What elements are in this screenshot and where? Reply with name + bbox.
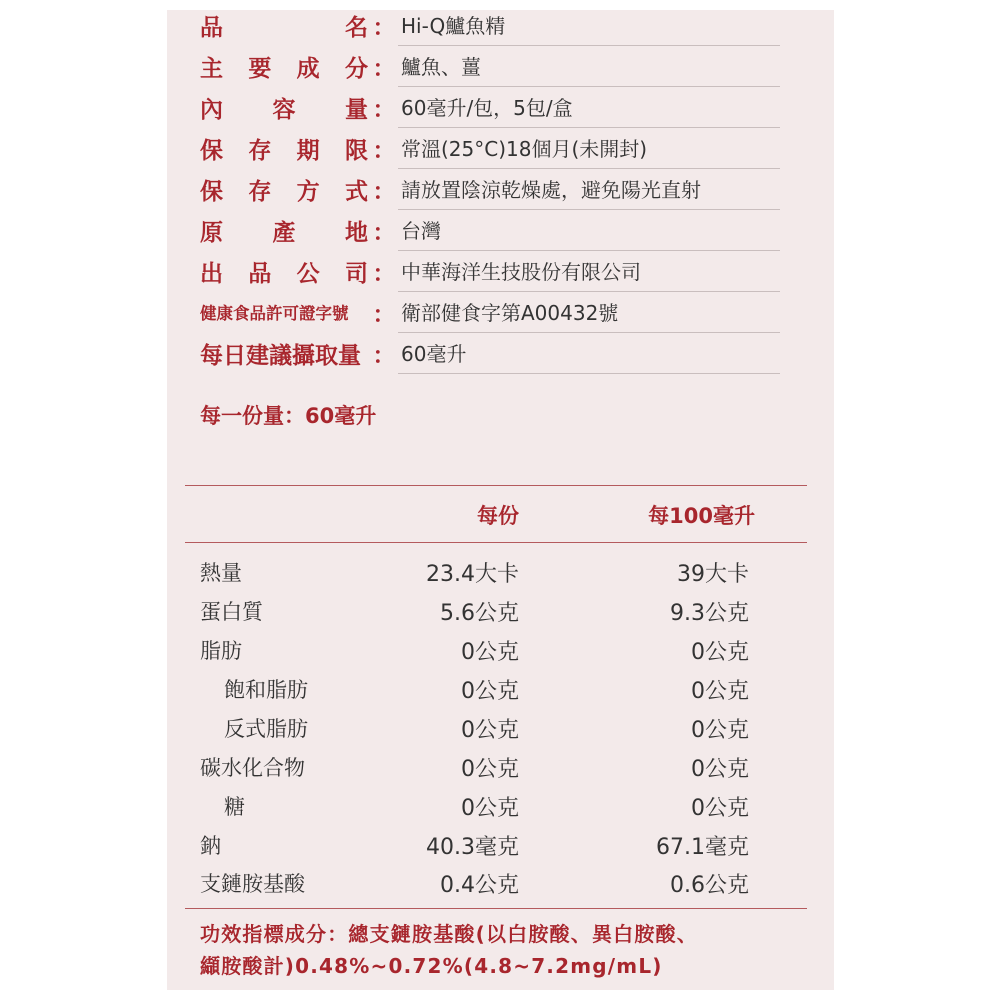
spec-colon: ： [372, 301, 396, 328]
table-row [0, 750, 1000, 784]
nutrient-name: 鈉 [200, 834, 221, 858]
spec-row-content [200, 92, 780, 133]
spec-label-char: 存 [248, 178, 272, 205]
spec-colon: ： [372, 14, 396, 41]
nutrient-per-100ml: 9.3公克 [670, 600, 749, 626]
spec-label [200, 256, 368, 286]
nutrient-name: 碳水化合物 [200, 756, 305, 780]
nutrient-per-serving: 0.4公克 [440, 872, 519, 898]
nutrient-per-100ml: 0公克 [691, 639, 749, 665]
nutrient-per-100ml: 0公克 [691, 678, 749, 704]
spec-label-char: 原 [200, 219, 223, 246]
nutrient-per-serving: 0公克 [461, 678, 519, 704]
spec-label-char: 主 [200, 55, 223, 82]
spec-row-product-name [200, 10, 780, 51]
table-row [0, 633, 1000, 667]
spec-label-char: 成 [296, 55, 320, 82]
spec-label-char: 保 [200, 137, 223, 164]
nutrient-name: 反式脂肪 [224, 717, 308, 741]
spec-label-char: 產 [272, 219, 296, 246]
nutrient-per-100ml: 0.6公克 [670, 872, 749, 898]
nutrient-per-serving: 0公克 [461, 717, 519, 743]
spec-label-char: 名 [345, 14, 368, 41]
efficacy-note-line: 功效指標成分：總支鏈胺基酸(以白胺酸、異白胺酸、 [200, 922, 698, 946]
spec-label-char: 容 [272, 96, 296, 123]
spec-colon: ： [372, 96, 396, 123]
spec-label-char: 內 [200, 96, 223, 123]
table-top-rule [185, 485, 807, 486]
spec-label [200, 10, 368, 40]
spec-label-char: 量 [345, 96, 368, 123]
spec-row-origin [200, 215, 780, 256]
spec-label-char: 出 [200, 260, 223, 287]
spec-label-char: 分 [344, 55, 368, 82]
nutrient-per-100ml: 67.1毫克 [656, 834, 749, 860]
nutrient-name: 支鏈胺基酸 [200, 872, 305, 896]
nutrient-name: 蛋白質 [200, 600, 263, 624]
spec-label-char: 式 [344, 178, 368, 205]
col-header-per-serving: 每份 [477, 504, 519, 528]
spec-label-char: 存 [248, 137, 272, 164]
spec-label-char: 方 [296, 178, 320, 205]
table-row [0, 711, 1000, 745]
spec-label-char: 司 [344, 260, 368, 287]
spec-label-char: 保 [200, 178, 223, 205]
spec-label [200, 92, 368, 122]
spec-row-storage [200, 174, 780, 215]
spec-label-char: 要 [248, 55, 272, 82]
spec-value: 60毫升 [398, 338, 780, 374]
spec-value: 常溫(25°C)18個月(未開封) [398, 133, 780, 169]
nutrient-per-100ml: 0公克 [691, 756, 749, 782]
spec-value: Hi-Q鱸魚精 [398, 10, 780, 46]
spec-label [200, 133, 368, 163]
spec-value: 60毫升/包，5包/盒 [398, 92, 780, 128]
table-bottom-rule [185, 908, 807, 909]
spec-label [200, 51, 368, 81]
table-header-rule [185, 542, 807, 543]
table-row [0, 672, 1000, 706]
spec-colon: ： [372, 260, 396, 287]
spec-value: 中華海洋生技股份有限公司 [398, 256, 780, 292]
table-row [0, 555, 1000, 589]
spec-row-shelf-life [200, 133, 780, 174]
spec-row-ingredients [200, 51, 780, 92]
spec-row-license [200, 297, 780, 338]
nutrient-per-serving: 23.4大卡 [426, 561, 519, 587]
nutrient-name: 脂肪 [200, 639, 242, 663]
nutrient-per-serving: 0公克 [461, 756, 519, 782]
spec-colon: ： [372, 342, 396, 369]
serving-size: 每一份量：60毫升 [200, 404, 377, 428]
spec-label-char: 期 [296, 137, 320, 164]
table-row [0, 866, 1000, 900]
nutrient-per-serving: 0公克 [461, 639, 519, 665]
spec-row-company [200, 256, 780, 297]
spec-value: 請放置陰涼乾燥處，避免陽光直射 [398, 174, 780, 210]
spec-label: 每日建議攝取量 [200, 342, 361, 369]
nutrient-per-serving: 5.6公克 [440, 600, 519, 626]
spec-value: 衛部健食字第A00432號 [398, 297, 780, 333]
nutrient-name: 熱量 [200, 561, 242, 585]
efficacy-note-line: 纈胺酸計)0.48%~0.72%(4.8~7.2mg/mL) [200, 954, 663, 978]
spec-label-char: 品 [248, 260, 272, 287]
table-row [0, 594, 1000, 628]
table-row [0, 789, 1000, 823]
spec-label-char: 地 [345, 219, 368, 246]
col-header-per-100ml: 每100毫升 [648, 504, 755, 528]
spec-label: 健康食品許可證字號 [200, 304, 349, 323]
nutrient-per-100ml: 0公克 [691, 717, 749, 743]
efficacy-note [200, 918, 810, 982]
spec-colon: ： [372, 137, 396, 164]
spec-label [200, 174, 368, 204]
nutrient-per-serving: 40.3毫克 [426, 834, 519, 860]
spec-label [200, 215, 368, 245]
spec-label-char: 限 [344, 137, 368, 164]
spec-label-char: 品 [200, 14, 223, 41]
spec-colon: ： [372, 219, 396, 246]
nutrient-name: 飽和脂肪 [224, 678, 308, 702]
nutrient-name: 糖 [224, 795, 245, 819]
spec-value: 鱸魚、薑 [398, 51, 780, 87]
spec-value: 台灣 [398, 215, 780, 251]
nutrient-per-100ml: 39大卡 [677, 561, 749, 587]
nutrient-per-100ml: 0公克 [691, 795, 749, 821]
spec-colon: ： [372, 55, 396, 82]
spec-colon: ： [372, 178, 396, 205]
table-row [0, 828, 1000, 862]
spec-row-daily-intake [200, 338, 780, 379]
nutrient-per-serving: 0公克 [461, 795, 519, 821]
spec-label-char: 公 [296, 260, 320, 287]
